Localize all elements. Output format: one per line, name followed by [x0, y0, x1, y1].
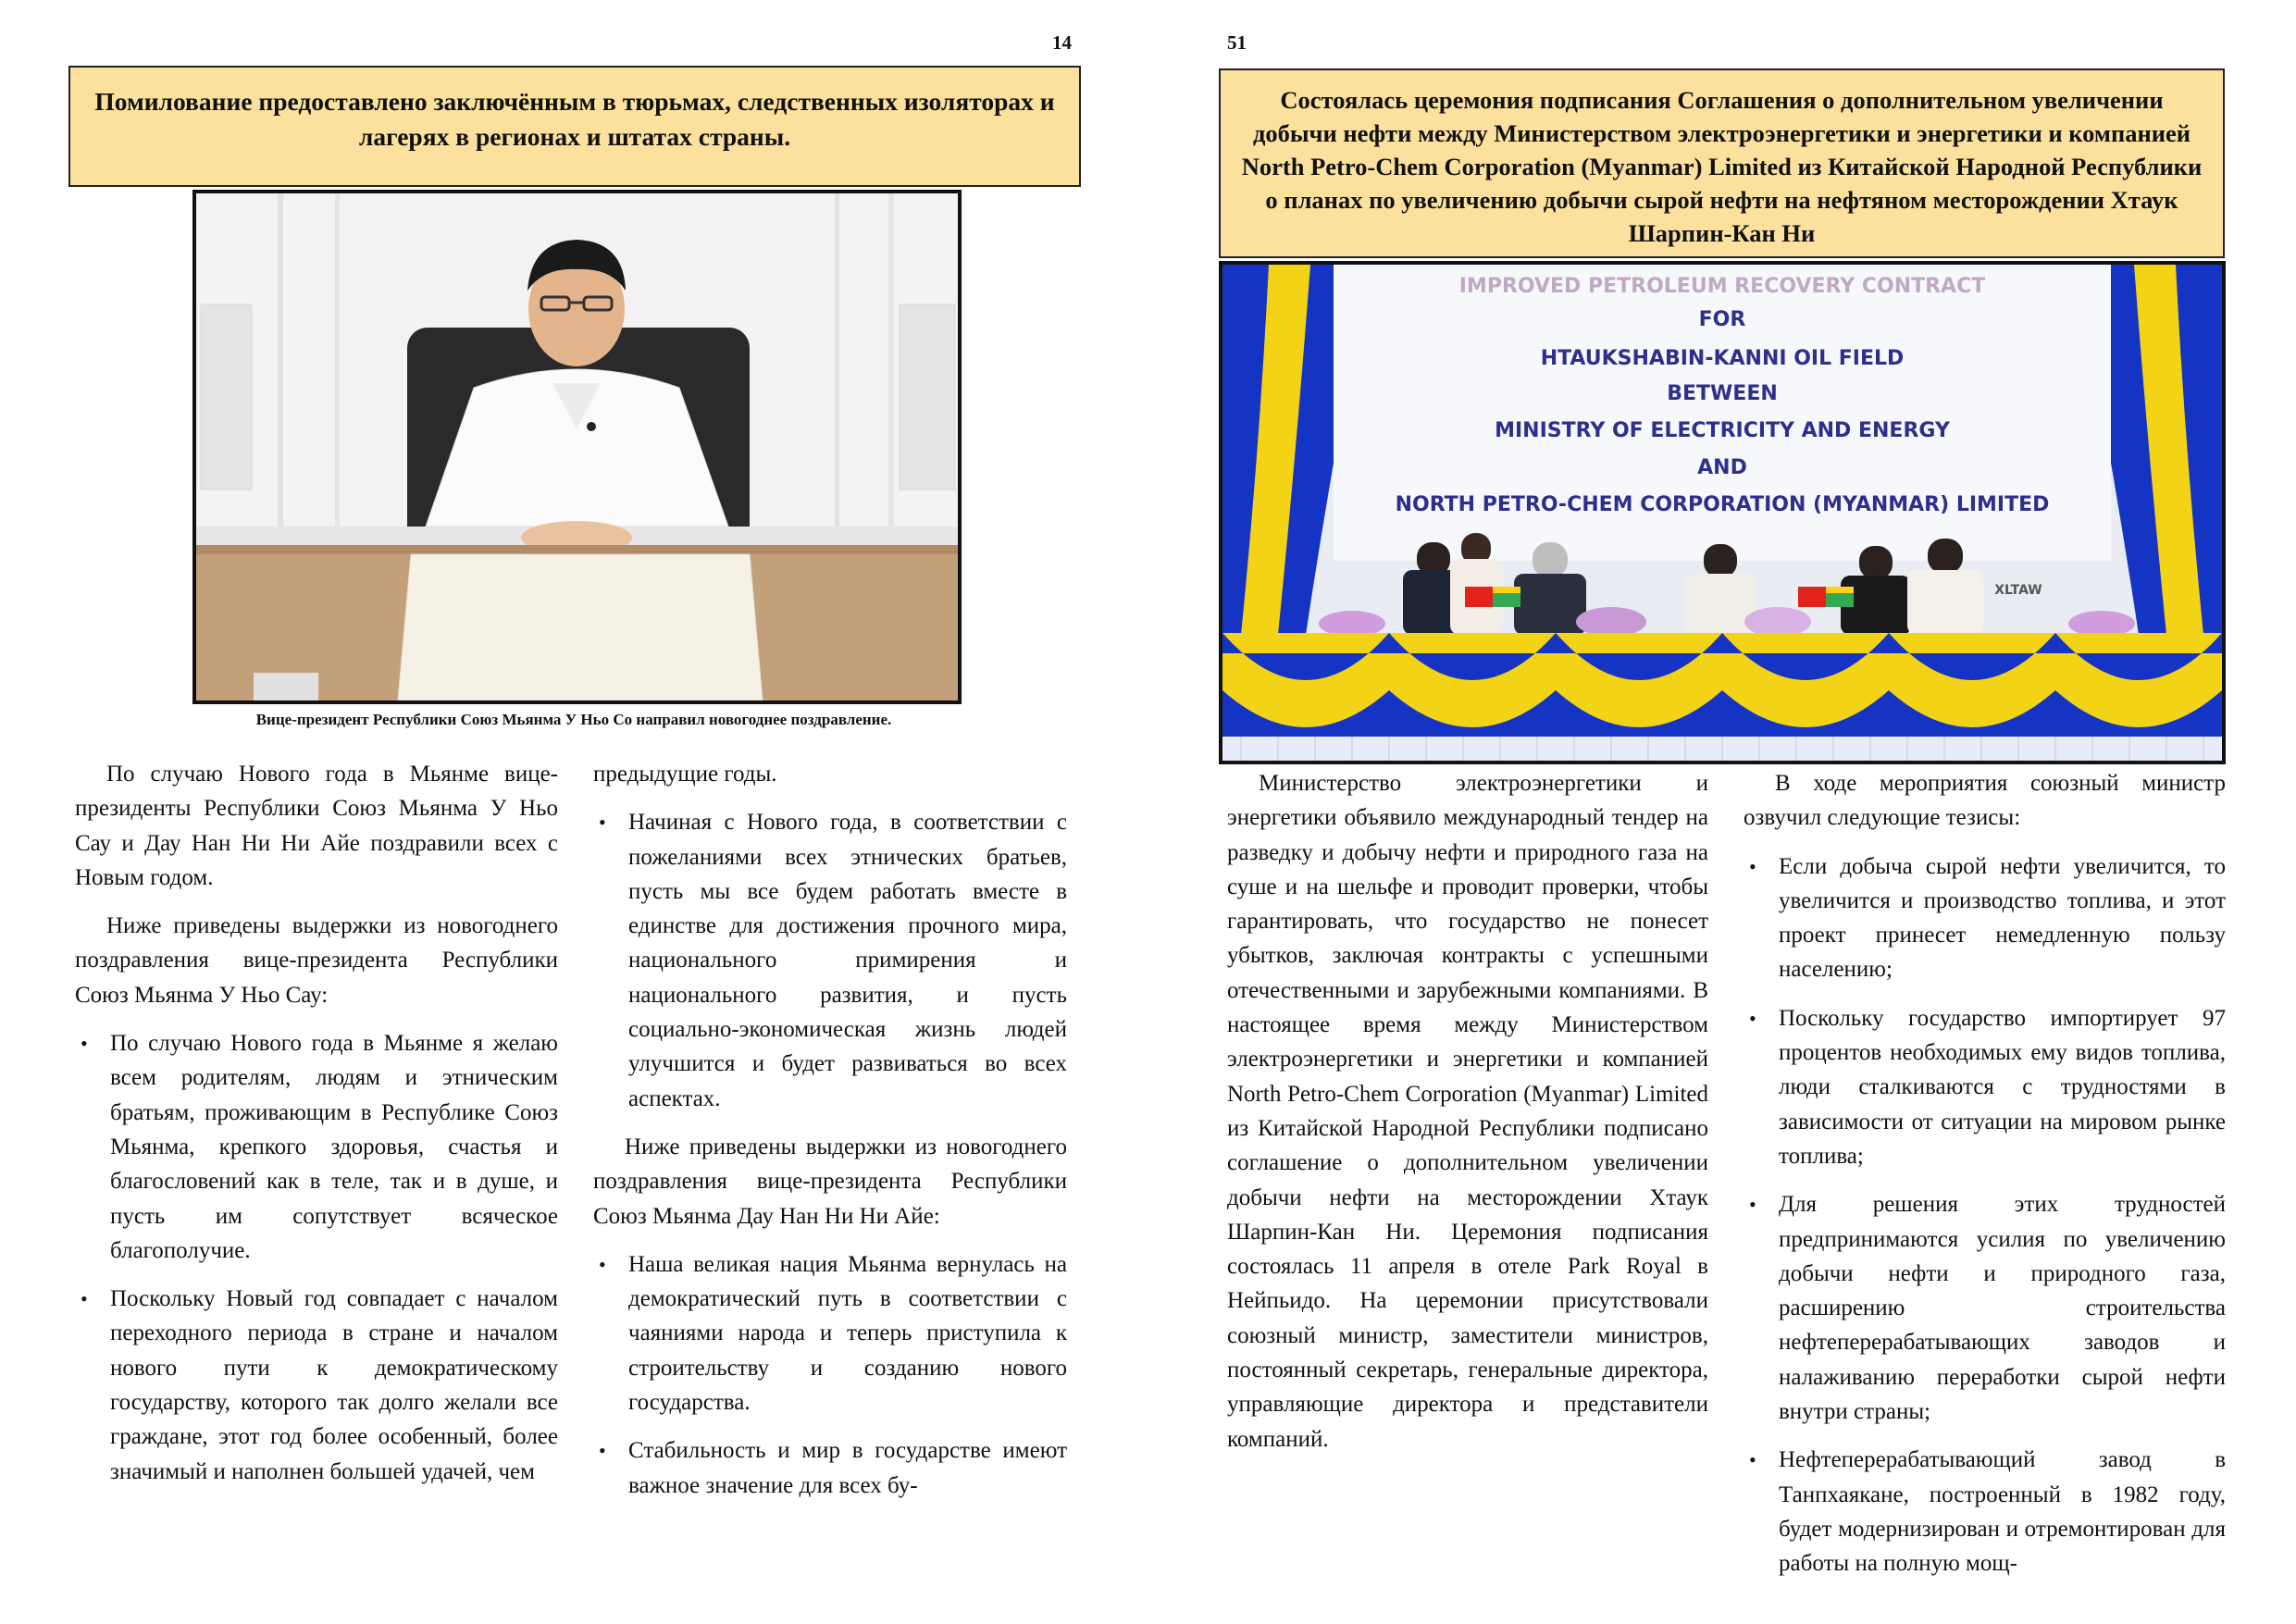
photo-caption: Вице-президент Республики Союз Мьянма У Ньо Со направил новогоднее поздравление.	[255, 711, 892, 728]
greeting-list	[75, 1026, 558, 1489]
list-item: • Если добыча сырой нефти увеличится, то увеличится и производство топлива, и этот проект принесет немедленную пользу населению;	[1744, 849, 2226, 987]
theses-list	[1744, 849, 2226, 1581]
banner-line-4: BETWEEN	[1667, 382, 1778, 405]
list-item: • Начиная с Нового года, в соответствии с пожеланиями всех этнических братьев, пусть мы все будем работать вместе в единстве для достижения прочного мира, национального примирения и национального развития, и пусть социально-экономическая жизнь людей улучшится и будет развиваться во всех аспектах.	[593, 805, 1067, 1116]
signing-ceremony-photo	[1219, 261, 2226, 764]
list-item: • Нефтеперерабатывающий завод в Танпхаякане, построенный в 1982 году, будет модернизирован и отремонтирован для работы на полную мощ-	[1744, 1443, 2226, 1581]
page-number: 14	[1052, 31, 1072, 54]
banner-line-1: IMPROVED PETROLEUM RECOVERY CONTRACT	[1458, 275, 1986, 298]
vice-president-illustration	[196, 193, 958, 700]
right-page	[1148, 0, 2296, 1624]
headline-signing: Состоялась церемония подписания Соглашения о дополнительном увеличении добычи нефти между Министерством электроэнергетики и энергетики и компанией North Petro-Chem Corporation (Myanmar) Limited из Китайской Народной Республики о планах по увеличению добычи сырой нефти на нефтяном месторождении Хтаук Шарпин-Кан Ни	[1219, 68, 2225, 258]
left-column-1	[75, 757, 558, 1503]
theses-intro-paragraph: В ходе мероприятия союзный министр озвучил следующие тезисы:	[1744, 771, 2226, 831]
banner-line-2: FOR	[1698, 308, 1746, 331]
list-item: • Для решения этих трудностей предпринимаются усилия по увеличению добычи нефти и природного газа, расширению строительства нефтеперерабатывающих заводов и налаживанию переработки сырой нефти внутри страны;	[1744, 1187, 2226, 1429]
banner-line-3: HTAUKSHABIN-KANNI OIL FIELD	[1540, 347, 1905, 370]
banner-line-5: MINISTRY OF ELECTRICITY AND ENERGY	[1495, 419, 1950, 442]
list-item: • Стабильность и мир в государстве имеют важное значение для всех бу-	[593, 1433, 1067, 1503]
list-item: • Поскольку Новый год совпадает с началом переходного периода в стране и началом нового пути к демократическому государству, которого так долго желали все граждане, этот год более особенный, более значимый и наполнен большей удачей, чем	[75, 1282, 558, 1489]
list-item: • Наша великая нация Мьянма вернулась на демократический путь в соответствии с чаяниями народа и теперь приступила к строительству и созданию нового государства.	[593, 1247, 1067, 1419]
banner-line-6: AND	[1697, 456, 1747, 479]
continuation-text: предыдущие годы.	[593, 762, 777, 787]
list-item: • По случаю Нового года в Мьянме я желаю всем родителям, людям и этническим братьям, проживающим в Республике Союз Мьянма, крепкого здоровья, счастья и благословений как в теле, так и в душе, и пусть им сопутствует всяческое благополучие.	[75, 1026, 558, 1268]
greeting-list	[593, 1247, 1067, 1503]
headline-pardon: Помилование предоставлено заключённым в тюрьмах, следственных изоляторах и лагерях в регионах и штатах страны.	[68, 66, 1081, 187]
list-item: • Поскольку государство импортирует 97 процентов необходимых ему видов топлива, люди сталкиваются с трудностями в зависимости от ситуации на мировом рынке топлива;	[1744, 1001, 2226, 1173]
right-column-2	[1744, 766, 2226, 1595]
banner-line-7: NORTH PETRO-CHEM CORPORATION (MYANMAR) LIMITED	[1395, 493, 2050, 516]
signing-ceremony-illustration	[1222, 265, 2222, 761]
right-column-1	[1227, 766, 1708, 1457]
excerpt-intro-paragraph: Ниже приведены выдержки из новогоднего поздравления вице-президента Республики Союз Мьянма У Ньо Сау:	[75, 913, 558, 1008]
vice-president-photo	[192, 190, 962, 704]
watermark-text: XLTAW	[1994, 583, 2042, 598]
page-number: 51	[1227, 31, 1247, 54]
greeting-list	[593, 805, 1067, 1116]
intro-paragraph: По случаю Нового года в Мьянме вице-президенты Республики Союз Мьянма У Ньо Сау и Дау Нан Ни Ни Айе поздравили всех с Новым годом.	[75, 762, 558, 890]
left-column-2	[593, 757, 1067, 1517]
tender-paragraph: Министерство электроэнергетики и энергетики объявило международный тендер на разведку и добычу нефти и природного газа на суше и на шельфе и проводит проверки, чтобы гарантировать, что государство не понесет убытков, заключая контракты с успешными отечественными и зарубежными компаниями. В настоящее время между Министерством электроэнергетики и энергетики и компанией North Petro-Chem Corporation (Myanmar) Limited из Китайской Народной Республики подписано соглашение о дополнительном увеличении добычи нефти на месторождении Хтаук Шарпин-Кан Ни. Церемония подписания состоялась 11 апреля в отеле Park Royal в Нейпьидо. На церемонии присутствовали союзный министр, заместители министров, постоянный секретарь, генеральные директора, управляющие директора и представители компаний.	[1227, 771, 1708, 1452]
excerpt-intro-paragraph: Ниже приведены выдержки из новогоднего поздравления вице-президента Республики Союз Мьянма Дау Нан Ни Ни Айе:	[593, 1134, 1067, 1229]
